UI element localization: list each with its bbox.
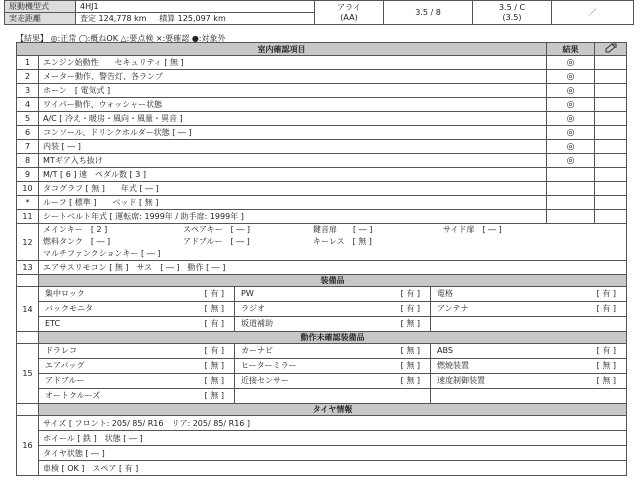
unverified-value: [ 無 ] — [400, 376, 420, 385]
row-number: 14 — [17, 287, 39, 332]
inspection-table — [16, 42, 626, 476]
right-v3: (3.5) — [502, 12, 522, 22]
unverified-value: [ 有 ] — [596, 346, 616, 355]
unverified-label: ヒーターミラー — [241, 361, 297, 370]
tire-line: 車検 [ OK ] スペア [ 有 ] — [39, 461, 627, 476]
equipment-value: [ 有 ] — [204, 319, 224, 328]
row-result — [547, 196, 595, 210]
unverified-label: 燃焼装置 — [437, 361, 469, 370]
table-row — [17, 389, 627, 404]
row-result — [547, 168, 595, 182]
equipment-value: [ 無 ] — [400, 319, 420, 328]
row-number: 12 — [17, 224, 39, 261]
row-text: M/T [ 6 ] 速 ペダル数 [ 3 ] — [39, 168, 547, 182]
unverified-label: ABS — [437, 346, 453, 355]
unverified-label: 速度制御装置 — [437, 376, 485, 385]
row-extra — [595, 126, 627, 140]
mileage-label: 実走距離 — [5, 13, 76, 25]
equipment-value: [ 有 ] — [400, 304, 420, 313]
table-row — [17, 210, 627, 224]
unverified-value: [ 無 ] — [596, 361, 616, 370]
row-result: ◎ — [547, 70, 595, 84]
row-extra — [595, 196, 627, 210]
row-result: ◎ — [547, 126, 595, 140]
table-row — [17, 416, 627, 431]
equipment-label: バックモニタ — [45, 304, 93, 313]
right-label: アライ — [337, 2, 361, 12]
unverified-row — [39, 374, 627, 389]
table-row — [17, 70, 627, 84]
row-extra — [595, 154, 627, 168]
right-slash: ／ — [552, 1, 634, 25]
result-header: 結果 — [547, 43, 595, 56]
section-unverified-title: 動作未確認装備品 — [39, 332, 627, 344]
equipment-row — [39, 287, 627, 302]
key-item — [183, 248, 313, 260]
equipment-label: 坂道補助 — [241, 319, 273, 328]
unverified-value: [ 無 ] — [204, 361, 224, 370]
equipment-item — [39, 317, 235, 331]
row-number: * — [17, 196, 39, 210]
key-item: 燃料タンク [ ― ] — [43, 237, 111, 246]
table-row — [17, 56, 627, 70]
table-row — [17, 344, 627, 359]
row-result — [547, 210, 595, 224]
key-item: アドブルー [ ― ] — [183, 237, 250, 246]
unverified-item — [235, 344, 431, 358]
table-row — [17, 431, 627, 446]
unverified-item — [235, 359, 431, 373]
row-number: 7 — [17, 140, 39, 154]
row-result: ◎ — [547, 84, 595, 98]
unverified-row — [39, 359, 627, 374]
row-number: 15 — [17, 344, 39, 404]
equipment-label: 電格 — [437, 289, 453, 298]
row-number: 13 — [17, 261, 39, 275]
unverified-item — [431, 359, 627, 373]
unverified-row — [39, 389, 627, 404]
right-aa: (AA) — [340, 12, 358, 22]
legend: 【結果】 ◎:正常 ◯:概ねOK △:要点検 ×:要確認 ●:対象外 — [16, 34, 226, 43]
equipment-label: アンテナ — [437, 304, 469, 313]
key-item: マルチファンクションキー [ ― ] — [43, 249, 161, 258]
unverified-item — [39, 344, 235, 358]
table-row — [17, 126, 627, 140]
unverified-item — [39, 374, 235, 388]
unverified-label: エアバッグ — [45, 361, 85, 370]
row-extra — [595, 84, 627, 98]
unverified-value: [ 無 ] — [204, 391, 224, 400]
table-row — [17, 84, 627, 98]
row-extra — [595, 98, 627, 112]
unverified-value: [ 無 ] — [400, 346, 420, 355]
row-number: 11 — [17, 210, 39, 224]
unverified-item — [235, 374, 431, 388]
row-result: ◎ — [547, 98, 595, 112]
equipment-item — [431, 287, 627, 301]
equipment-value: [ 無 ] — [204, 304, 224, 313]
equipment-item — [431, 317, 627, 331]
equipment-value: [ 有 ] — [596, 304, 616, 313]
row-extra — [595, 182, 627, 196]
unverified-label: オートクルーズ — [45, 391, 101, 400]
row-text: 内装 [ ― ] — [39, 140, 547, 154]
table-row — [17, 287, 627, 302]
row-extra — [595, 70, 627, 84]
table-row — [17, 359, 627, 374]
unverified-item — [39, 359, 235, 373]
model-label: 原動機型式 — [5, 1, 76, 13]
row-result — [547, 182, 595, 196]
unverified-label: カーナビ — [241, 346, 273, 355]
row-text: タコグラフ [ 無 ] 年式 [ ― ] — [39, 182, 547, 196]
unverified-value: [ 無 ] — [400, 361, 420, 370]
section-interior — [17, 43, 627, 224]
equipment-row — [39, 317, 627, 332]
row-text: エンジン始動性 セキュリティ [ 無 ] — [39, 56, 547, 70]
row-result: ◎ — [547, 112, 595, 126]
unverified-value: [ 無 ] — [596, 376, 616, 385]
row-number: 16 — [17, 416, 39, 476]
row-text: コンソール、ドリンクホルダー状態 [ ― ] — [39, 126, 547, 140]
keys-cell — [39, 224, 627, 261]
table-row — [17, 446, 627, 461]
equipment-label: PW — [241, 289, 254, 298]
unverified-item — [431, 344, 627, 358]
row-text: ワイパー動作、ウォッシャー状態 — [39, 98, 547, 112]
row-text: MTギア入ち抜け — [39, 154, 547, 168]
equipment-item — [39, 287, 235, 301]
unverified-value: [ 有 ] — [204, 346, 224, 355]
table-row — [17, 182, 627, 196]
equipment-label: ETC — [45, 319, 61, 328]
table-row — [17, 98, 627, 112]
section-equipment-title: 装備品 — [39, 275, 627, 287]
unverified-value: [ 無 ] — [204, 376, 224, 385]
key-item — [443, 236, 553, 248]
right-label-cell — [315, 1, 384, 25]
row-number: 8 — [17, 154, 39, 168]
right-v2-cell — [473, 1, 552, 25]
table-row — [17, 196, 627, 210]
row-extra — [595, 210, 627, 224]
table-row — [17, 461, 627, 476]
key-item: 鍵音扉 [ ― ] — [313, 225, 373, 234]
row-number: 1 — [17, 56, 39, 70]
row-number: 6 — [17, 126, 39, 140]
equipment-value: [ 有 ] — [596, 289, 616, 298]
mileage-inspect: 査定 124,778 km — [80, 14, 147, 23]
row-number: 9 — [17, 168, 39, 182]
model-value: 4HJ1 — [76, 1, 315, 13]
row13-text: エアサスリモコン [ 無 ] サス [ ― ] 動作 [ ― ] — [39, 261, 627, 275]
unverified-label: 近接センサー — [241, 376, 289, 385]
equipment-item — [39, 302, 235, 316]
row-text: ルーフ [ 標準 ] ベッド [ 無 ] — [39, 196, 547, 210]
equipment-label: ラジオ — [241, 304, 265, 313]
key-item — [313, 248, 443, 260]
equipment-row — [39, 302, 627, 317]
mileage-cell — [76, 13, 315, 25]
equipment-value: [ 有 ] — [204, 289, 224, 298]
row-number: 3 — [17, 84, 39, 98]
table-row — [17, 302, 627, 317]
tire-line: ホイール [ 鉄 ] 状態 [ ― ] — [39, 431, 627, 446]
table-row — [17, 317, 627, 332]
row-text: ホーン [ 電気式 ] — [39, 84, 547, 98]
row-extra — [595, 112, 627, 126]
tire-line: タイヤ状態 [ ― ] — [39, 446, 627, 461]
row-text: シートベルト年式 [ 運転席: 1999年 / 助手席: 1999年 ] — [39, 210, 547, 224]
row-text: メーター動作、警告灯、各ランプ — [39, 70, 547, 84]
row-extra — [595, 140, 627, 154]
right-v2: 3.5 / C — [498, 2, 526, 12]
unverified-item — [431, 374, 627, 388]
row-text: A/C [ 冷え・暖房・風向・風量・異音 ] — [39, 112, 547, 126]
table-row — [17, 112, 627, 126]
key-item: メインキー [ 2 ] — [43, 225, 108, 234]
unverified-item — [431, 389, 627, 403]
equipment-item — [235, 317, 431, 331]
row-number: 4 — [17, 98, 39, 112]
table-row — [17, 154, 627, 168]
top-info — [4, 0, 634, 24]
row-result: ◎ — [547, 140, 595, 154]
unverified-label: アドブルー — [45, 376, 85, 385]
row-extra — [595, 56, 627, 70]
table-row — [17, 374, 627, 389]
key-item: サイド扉 [ ― ] — [443, 225, 502, 234]
section-interior-title: 室内確認項目 — [17, 43, 547, 56]
equipment-item — [235, 302, 431, 316]
pencil-icon[interactable] — [595, 43, 627, 56]
mileage-final: 積算 125,097 km — [159, 14, 226, 23]
unverified-item — [39, 389, 235, 403]
right-v1: 3.5 / 8 — [384, 1, 473, 25]
unverified-row — [39, 344, 627, 359]
row-number: 2 — [17, 70, 39, 84]
equipment-item — [235, 287, 431, 301]
row-extra — [595, 168, 627, 182]
table-row — [17, 168, 627, 182]
equipment-item — [431, 302, 627, 316]
row-number: 5 — [17, 112, 39, 126]
key-item — [443, 248, 553, 260]
equipment-label: 集中ロック — [45, 289, 85, 298]
equipment-value: [ 有 ] — [400, 289, 420, 298]
row-result: ◎ — [547, 56, 595, 70]
row-number: 10 — [17, 182, 39, 196]
unverified-item — [235, 389, 431, 403]
row-result: ◎ — [547, 154, 595, 168]
key-item: スペアキー [ ― ] — [183, 225, 251, 234]
table-row — [17, 140, 627, 154]
key-item: キーレス [ 無 ] — [313, 237, 372, 246]
tire-line: サイズ [ フロント: 205/ 85/ R16 リア: 205/ 85/ R16 ] — [39, 416, 627, 431]
unverified-label: ドラレコ — [45, 346, 77, 355]
section-tire-title: タイヤ情報 — [39, 404, 627, 416]
